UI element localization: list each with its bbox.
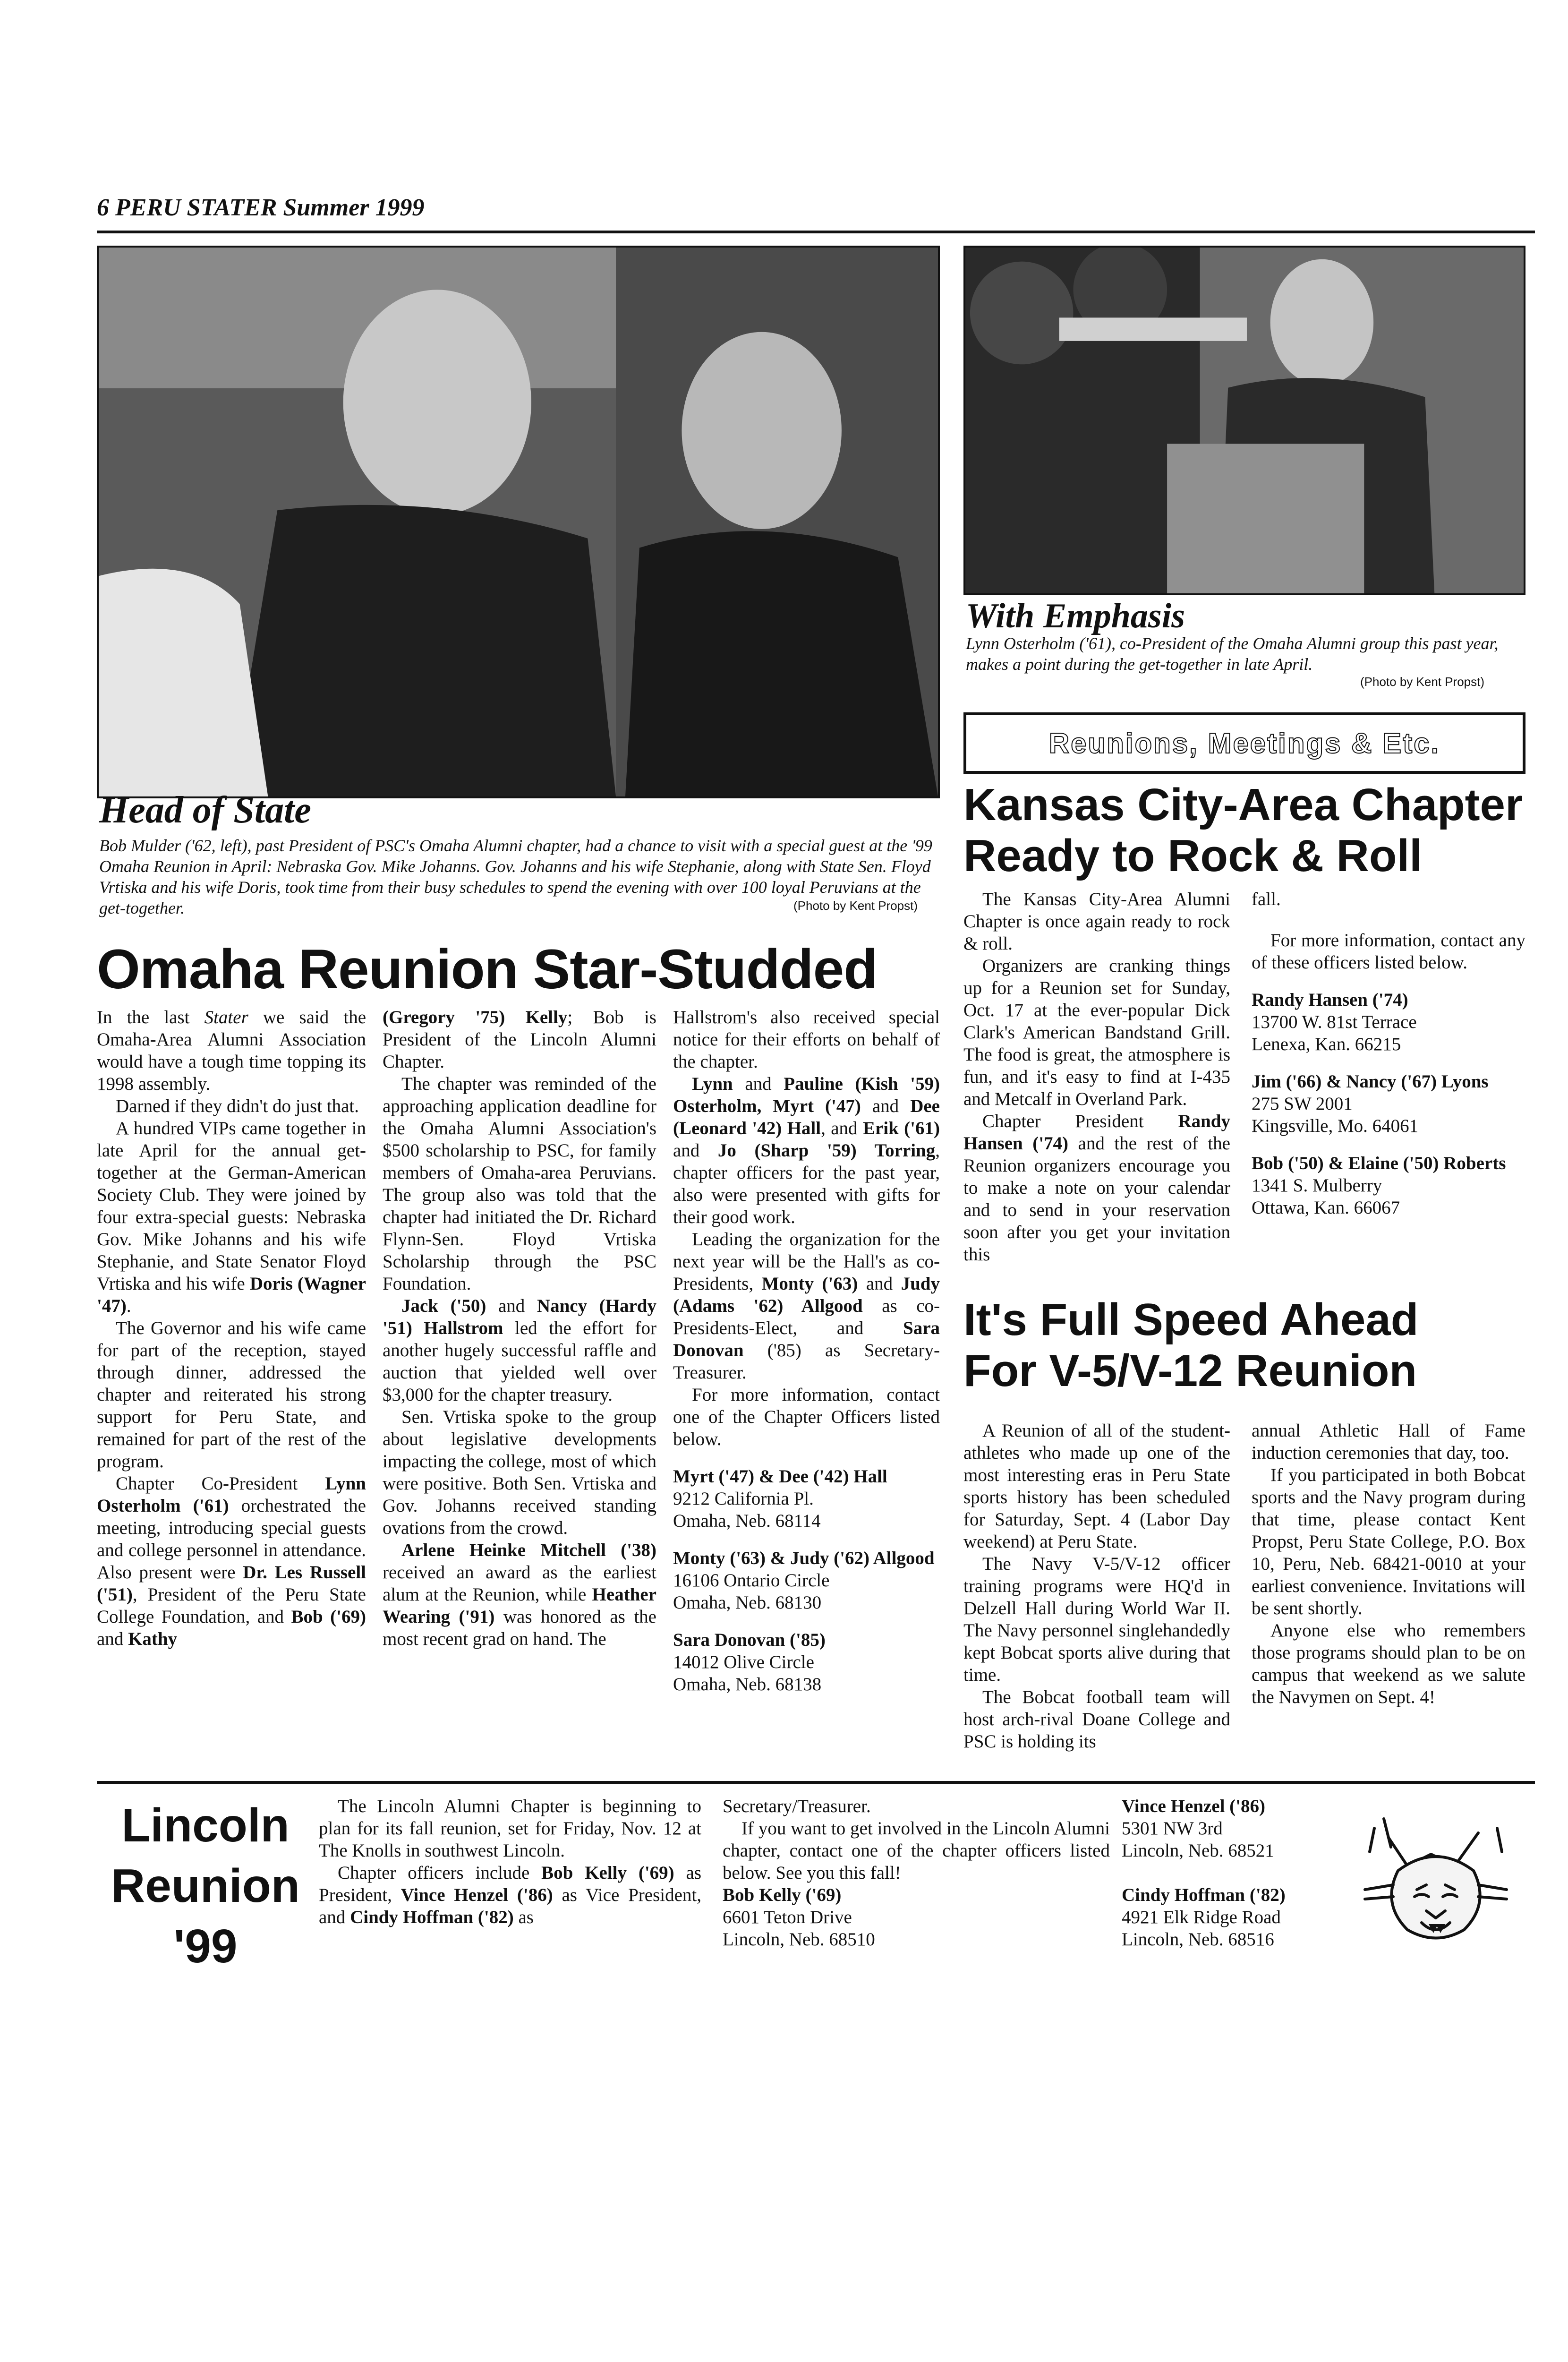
omaha-officer: Sara Donovan ('85) 14012 Olive Circle Omaha, Neb. 68138	[673, 1630, 826, 1694]
omaha-c1-p1: In the last Stater we said the Omaha-Area Alumni Association would have a tough time topping its 1998 assembly.	[97, 1007, 366, 1094]
lincoln-headline-line1: Lincoln	[121, 1799, 290, 1852]
omaha-officers	[673, 1465, 940, 1695]
with-emphasis-credit: (Photo by Kent Propst)	[1360, 675, 1485, 689]
publication-name: PERU STATER	[115, 194, 277, 221]
omaha-c1-p4: The Governor and his wife came for part of the reception, stayed through dinner, addressed the chapter and reiterated his strong support for Peru State, and remained for part of the rest of the program.	[97, 1318, 366, 1472]
lincoln-c1-p1: The Lincoln Alumni Chapter is beginning to plan for its fall reunion, set for Friday, Nov. 12 at The Knolls in southwest Lincoln.	[319, 1796, 701, 1861]
kc-officer: Bob ('50) & Elaine ('50) Roberts 1341 S. Mulberry Ottawa, Kan. 66067	[1252, 1153, 1506, 1218]
omaha-c1-p3: A hundred VIPs came together in late April for the annual get-together at the German-American Society Club. They were joined by four extra-special guests: Nebraska Gov. Mike Johanns and his wife Stephanie, and State Senator Floyd Vrtiska and his wife Doris (Wagner '47).	[97, 1118, 366, 1316]
with-emphasis-caption: Lynn Osterholm ('61), co-President of the Omaha Alumni group this past year, makes a point during the get-together in late April.	[966, 634, 1499, 674]
head-of-state-credit: (Photo by Kent Propst)	[793, 899, 918, 913]
v5-headline-line1: It's Full Speed Ahead	[963, 1294, 1419, 1345]
omaha-column-3	[673, 1006, 940, 1695]
lincoln-c1-p2: Chapter officers include Bob Kelly ('69) as President, Vince Henzel ('86) as Vice President, and Cindy Hoffman ('82) as	[319, 1863, 701, 1927]
omaha-c3-p2: Lynn and Pauline (Kish '59) Osterholm, Myrt ('47) and Dee (Leonard '42) Hall, and Erik ('61) and Jo (Sharp '59) Torring, chapter officers for the past year, also were presented with gifts for their good work.	[673, 1074, 940, 1227]
with-emphasis-title: With Emphasis	[966, 597, 1185, 635]
omaha-column-2	[383, 1006, 656, 1650]
lincoln-rule	[97, 1781, 1535, 1784]
omaha-c3-p4: For more information, contact one of the Chapter Officers listed below.	[673, 1385, 940, 1449]
kc-c2-lead: fall.	[1252, 889, 1281, 909]
head-of-state-caption: Bob Mulder ('62, left), past President of PSC's Omaha Alumni chapter, had a chance to visit with a special guest at the '99 Omaha Reunion in April: Nebraska Gov. Mike Johanns. Gov. Johanns and his wife Stephanie, along with State Sen. Floyd Vrtiska and his wife Doris, took time from their busy schedules to spend the evening with over 100 loyal Peruvians at the get-together.	[99, 836, 932, 917]
kc-c2-p1: For more information, contact any of these officers listed below.	[1252, 930, 1525, 973]
bobcat-logo	[1355, 1809, 1516, 1951]
omaha-column-1	[97, 1006, 366, 1650]
issue-date: Summer 1999	[283, 194, 425, 221]
omaha-c2-p4: Sen. Vrtiska spoke to the group about legislative developments impacting the college, most of which were positive. Both Sen. Vrtiska and Gov. Johanns received standing ovations from the crowd.	[383, 1407, 656, 1538]
v5-c1-p2: The Navy V-5/V-12 officer training programs were HQ'd in Delzell Hall during World War II. The Navy personnel singlehandedly kept Bobcat sports alive during that time.	[963, 1554, 1230, 1685]
v5-c2-p2: If you participated in both Bobcat sports and the Navy program during that time, please contact Kent Propst, Peru State College, P.O. Box 10, Peru, Neb. 68421-0010 at your earliest convenience. Invitations will be sent shortly.	[1252, 1465, 1525, 1618]
v5-c1-p1: A Reunion of all of the student-athletes who made up one of the most interesting eras in Peru State sports history has been scheduled for Saturday, Sept. 4 (Labor Day weekend) at Peru State.	[963, 1421, 1230, 1552]
kc-c1-p3: Chapter President Randy Hansen ('74) and the rest of the Reunion organizers encourage you to make a note on your calendar and to send in your reservation soon after you get your invitation this	[963, 1111, 1230, 1265]
lincoln-headline-line2: Reunion	[111, 1859, 300, 1912]
omaha-officer: Myrt ('47) & Dee ('42) Hall 9212 California Pl. Omaha, Neb. 68114	[673, 1466, 887, 1531]
kc-column-2	[1252, 888, 1525, 1219]
omaha-c2-p3: Jack ('50) and Nancy (Hardy '51) Hallstrom led the effort for another hugely successful raffle and auction that yielded well over $3,000 for the chapter treasury.	[383, 1296, 657, 1405]
kc-officer: Randy Hansen ('74) 13700 W. 81st Terrace Lenexa, Kan. 66215	[1252, 990, 1417, 1054]
omaha-c1-p2: Darned if they didn't do just that.	[116, 1096, 359, 1116]
omaha-c2-p5: Arlene Heinke Mitchell ('38) received an award as the earliest alum at the Reunion, while Heather Wearing ('91) was honored as the most recent grad on hand. The	[383, 1540, 656, 1649]
page-header	[97, 194, 425, 222]
head-of-state-title: Head of State	[99, 789, 311, 831]
lincoln-officer: Cindy Hoffman ('82) 4921 Elk Ridge Road Lincoln, Neb. 68516	[1122, 1885, 1286, 1950]
omaha-c1-p5: Chapter Co-President Lynn Osterholm ('61) orchestrated the meeting, introducing special guests and college personnel in attendance. Also present were Dr. Les Russell ('51), President of the Peru State College Foundation, and Bob ('69) and Kathy	[97, 1473, 366, 1649]
v5-c2-p3: Anyone else who remembers those programs should plan to be on campus that weekend as we salute the Navymen on Sept. 4!	[1252, 1620, 1525, 1707]
head-of-state-photo	[97, 246, 940, 798]
header-rule	[97, 231, 1535, 233]
omaha-officer: Monty ('63) & Judy ('62) Allgood 16106 Ontario Circle Omaha, Neb. 68130	[673, 1548, 935, 1613]
section-banner	[963, 712, 1525, 774]
v5-headline-line2: For V-5/V-12 Reunion	[963, 1345, 1417, 1396]
page-number: 6	[97, 194, 109, 221]
v5-column-2	[1252, 1420, 1525, 1708]
v5-headline	[963, 1294, 1418, 1396]
v5-c1-p3: The Bobcat football team will host arch-rival Doane College and PSC is holding its	[963, 1687, 1230, 1752]
kc-headline-line1: Kansas City-Area Chapter	[963, 779, 1523, 830]
kc-c1-p2: Organizers are cranking things up for a Reunion set for Sunday, Oct. 17 at the ever-popular Dick Clark's American Bandstand Grill. The food is great, the atmosphere is fun, and it's easy to find at I-435 and Metcalf in Overland Park.	[963, 956, 1230, 1109]
lincoln-headline-line3: '99	[173, 1920, 238, 1973]
lincoln-column-1	[319, 1795, 701, 1928]
section-banner-text: Reunions, Meetings & Etc.	[1048, 727, 1440, 759]
omaha-c2-p1: (Gregory '75) Kelly; Bob is President of the Lincoln Alumni Chapter.	[383, 1007, 656, 1072]
kc-officer: Jim ('66) & Nancy ('67) Lyons 275 SW 2001 Kingsville, Mo. 64061	[1252, 1071, 1489, 1136]
kc-headline	[963, 779, 1523, 881]
lincoln-officer: Vince Henzel ('86) 5301 NW 3rd Lincoln, Neb. 68521	[1122, 1796, 1274, 1861]
v5-c2-p1: annual Athletic Hall of Fame induction ceremonies that day, too.	[1252, 1421, 1525, 1463]
v5-column-1	[963, 1420, 1230, 1753]
omaha-c2-p2: The chapter was reminded of the approaching application deadline for the Omaha Alumni Association's $500 scholarship to PSC, for family members of Omaha-area Peruvians. The group also was told that the chapter had initiated the Dr. Richard Flynn-Sen. Floyd Vrtiska Scholarship through the PSC Foundation.	[383, 1074, 656, 1294]
lincoln-officer: Bob Kelly ('69) 6601 Teton Drive Lincoln, Neb. 68510	[723, 1885, 875, 1950]
lincoln-c2-lead: Secretary/Treasurer.	[723, 1796, 871, 1816]
kc-headline-line2: Ready to Rock & Roll	[963, 830, 1422, 881]
lincoln-officers	[1122, 1795, 1358, 1951]
kc-column-1	[963, 888, 1230, 1266]
omaha-c3-p3: Leading the organization for the next year will be the Hall's as co-Presidents, Monty ('63) and Judy (Adams '62) Allgood as co-Presidents-Elect, and Sara Donovan ('85) as Secretary-Treasurer.	[673, 1229, 940, 1383]
lincoln-column-2	[723, 1795, 1110, 1951]
kc-c1-p1: The Kansas City-Area Alumni Chapter is once again ready to rock & roll.	[963, 889, 1230, 954]
lincoln-headline	[97, 1795, 314, 1977]
omaha-c3-p1: Hallstrom's also received special notice for their efforts on behalf of the chapter.	[673, 1007, 940, 1072]
kc-officers	[1252, 989, 1525, 1219]
lincoln-c2-p1: If you want to get involved in the Lincoln Alumni chapter, contact one of the chapter officers listed below. See you this fall!	[723, 1818, 1110, 1883]
omaha-headline: Omaha Reunion Star-Studded	[97, 938, 878, 1001]
with-emphasis-photo	[963, 246, 1525, 595]
